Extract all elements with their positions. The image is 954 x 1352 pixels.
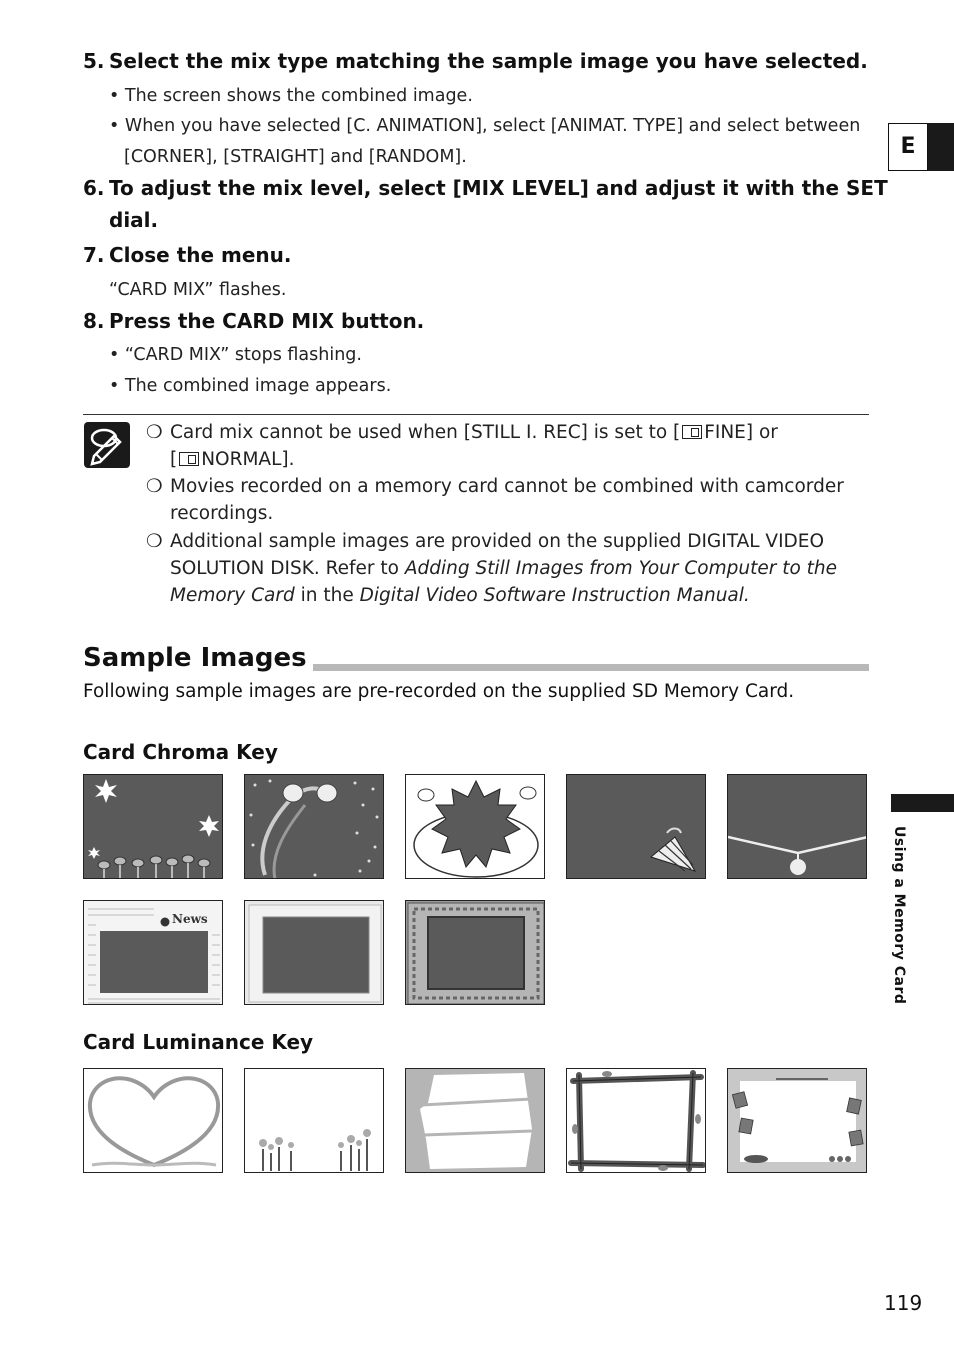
note-divider <box>83 414 869 415</box>
sample-image-candles <box>244 1068 384 1173</box>
step-text: Press the CARD MIX button. <box>109 309 425 333</box>
step-7 <box>83 239 292 271</box>
step-number: 8. <box>83 309 105 333</box>
sample-image-fan <box>566 774 706 879</box>
step-5 <box>83 45 868 77</box>
step-number: 6. <box>83 176 105 200</box>
still-fine-icon <box>682 425 702 439</box>
note-pencil-icon <box>84 422 130 468</box>
sample-image-branch-frame <box>566 1068 706 1173</box>
still-normal-icon <box>179 452 199 466</box>
sample-image-paper-shapes <box>405 1068 545 1173</box>
news-label: News <box>172 912 208 926</box>
section-intro: Following sample images are pre-recorded on the supplied SD Memory Card. <box>83 681 795 702</box>
section-title: Sample Images <box>83 640 313 676</box>
step-note: “CARD MIX” flashes. <box>109 280 287 300</box>
luminance-key-title: Card Luminance Key <box>83 1030 314 1054</box>
step-text: Select the mix type matching the sample image you have selected. <box>109 49 868 73</box>
sample-image-heart <box>83 1068 223 1173</box>
sample-image-fireworks <box>83 774 223 879</box>
bullet-item: • The screen shows the combined image. <box>109 86 473 106</box>
sample-image-ornate-frame <box>405 900 545 1005</box>
language-tab-letter: E <box>888 123 928 171</box>
page-number: 119 <box>884 1291 923 1315</box>
step-text: To adjust the mix level, select [MIX LEVEL] and adjust it with the SET <box>109 176 888 200</box>
step-text-continuation: dial. <box>109 208 159 232</box>
language-tab-bar <box>928 123 954 171</box>
step-8 <box>83 305 424 337</box>
sample-image-simple-frame <box>244 900 384 1005</box>
bullet-item: • When you have selected [C. ANIMATION], select [ANIMAT. TYPE] and select between <box>109 116 861 136</box>
bullet-item: • “CARD MIX” stops flashing. <box>109 345 362 365</box>
sample-image-newspaper <box>83 900 223 1005</box>
bullet-item: • The combined image appears. <box>109 376 392 396</box>
step-6 <box>83 172 888 236</box>
language-tab <box>888 123 954 171</box>
side-section-label: Using a Memory Card <box>891 826 907 1005</box>
chroma-key-title: Card Chroma Key <box>83 740 278 764</box>
sample-image-necklace <box>727 774 867 879</box>
note-item-3: ❍ Additional sample images are provided on the supplied DIGITAL VIDEO SOLUTION DISK. Refer to Adding Still Images from Your Computer to the Memory Card in the Digital Video Software Instruction Manual. <box>146 531 838 606</box>
sample-image-postcard-frame <box>727 1068 867 1173</box>
sample-image-cracked-egg <box>405 774 545 879</box>
note-item-1: ❍ Card mix cannot be used when [STILL I. REC] is set to [ FINE] or [ NORMAL]. <box>146 422 778 470</box>
sample-image-ribbon-frame <box>244 774 384 879</box>
note-item-2: ❍ Movies recorded on a memory card cannot be combined with camcorder recordings. <box>146 476 844 524</box>
step-text: Close the menu. <box>109 243 292 267</box>
section-marker-bar <box>891 794 954 812</box>
bullet-continuation: [CORNER], [STRAIGHT] and [RANDOM]. <box>124 147 467 167</box>
step-number: 5. <box>83 49 105 73</box>
step-number: 7. <box>83 243 105 267</box>
